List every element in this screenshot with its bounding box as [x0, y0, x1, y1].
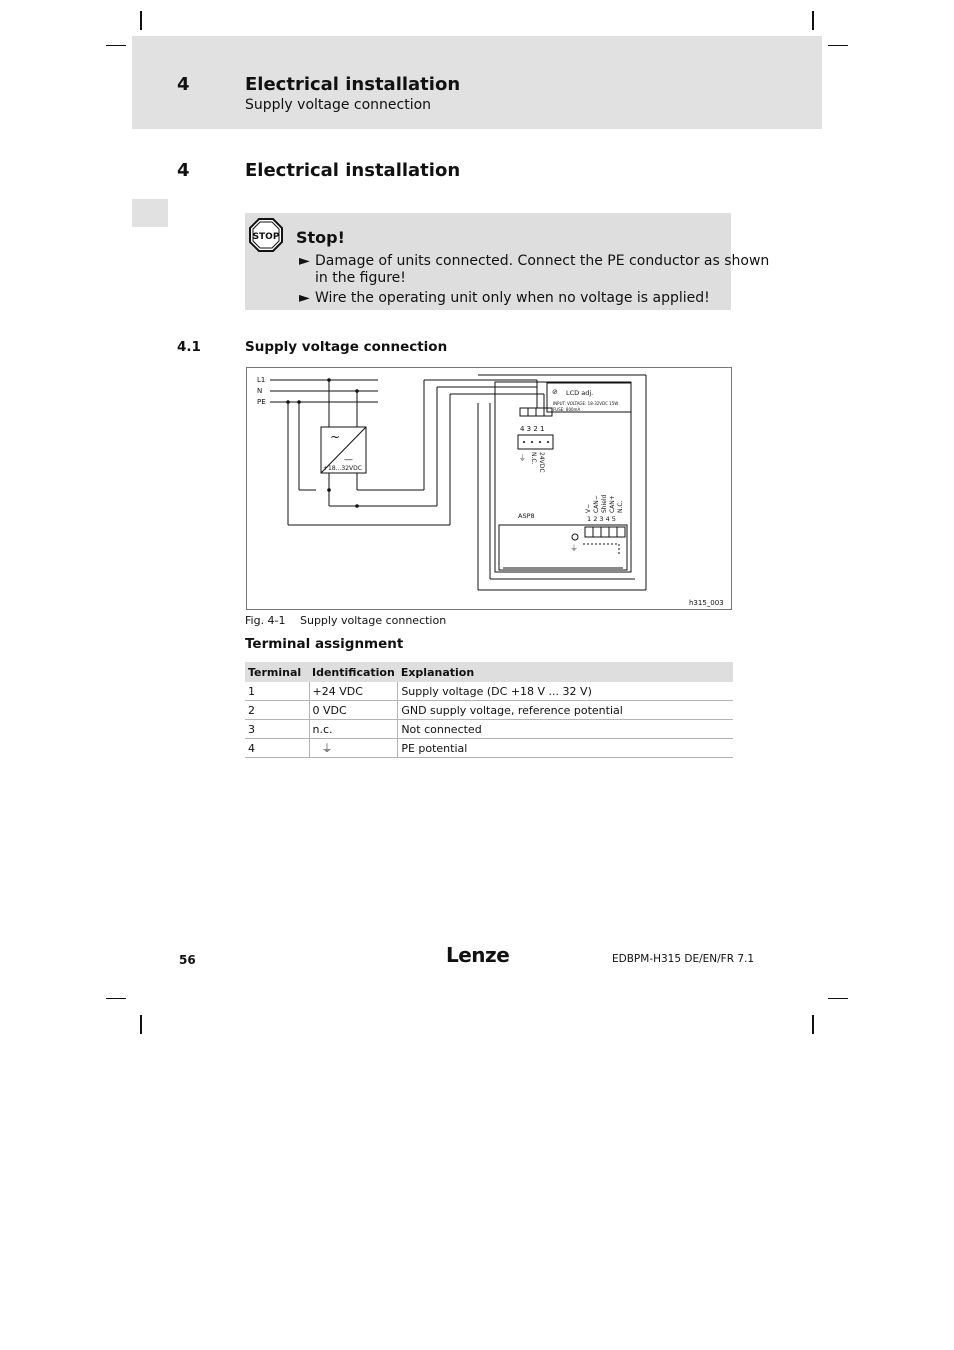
- bullet-arrow-icon: ►: [299, 290, 310, 306]
- drawing-id: h315_003: [689, 599, 724, 607]
- can-label-1: V−: [585, 503, 592, 513]
- terminal-table: [245, 662, 733, 758]
- table-header-row: [245, 662, 733, 682]
- explanation-cell: GND supply voltage, reference potential: [398, 701, 733, 720]
- wiring-diagram-drawing: [247, 368, 731, 609]
- page-header: [132, 36, 822, 129]
- explanation-cell: Not connected: [398, 720, 733, 739]
- identification-cell: n.c.: [309, 720, 398, 739]
- can-terminal-numbers: 1 2 3 4 5: [587, 515, 616, 523]
- crop-mark: [812, 1015, 814, 1034]
- header-chapter-title: Electrical installation: [245, 74, 461, 95]
- asp8-label: ASP8: [518, 512, 535, 520]
- warning-bullet-1-line-1: Damage of units connected. Connect the PE conductor as shown: [315, 253, 770, 269]
- identification-cell: +24 VDC: [309, 682, 398, 701]
- can-label-2: CAN−: [593, 495, 600, 513]
- wiring-diagram: [246, 367, 732, 610]
- terminal-24vdc-label: 24VDC: [538, 452, 545, 473]
- column-header: Identification: [309, 662, 398, 682]
- lenze-logo: Lenze: [446, 943, 510, 967]
- header-subtitle: Supply voltage connection: [245, 97, 432, 113]
- terminal-numbers: 4 3 2 1: [520, 425, 545, 433]
- crop-mark: [812, 11, 814, 30]
- terminal-table-title: Terminal assignment: [245, 636, 404, 652]
- document-code: EDBPM-H315 DE/EN/FR 7.1: [612, 953, 755, 965]
- stop-sign-icon: [249, 218, 283, 252]
- psu-dc-symbol: —: [344, 455, 353, 465]
- crop-mark: [106, 998, 126, 999]
- column-header: Explanation: [398, 662, 733, 682]
- input-rating: INPUT: VOLTAGE: 18-32VDC 15W: [553, 401, 619, 406]
- crop-mark: [140, 1015, 142, 1034]
- terminal-cell: 3: [245, 720, 309, 739]
- warning-bullet-2: Wire the operating unit only when no voltage is applied!: [315, 290, 710, 306]
- pe-ground-icon: ⏚: [309, 739, 398, 758]
- figure-caption-label: Fig. 4-1: [245, 614, 286, 627]
- identification-cell: 0 VDC: [309, 701, 398, 720]
- label-pe: PE: [257, 398, 266, 406]
- terminal-nc-label: N.C.: [530, 452, 537, 465]
- can-label-4: CAN+: [609, 495, 616, 513]
- explanation-cell: Supply voltage (DC +18 V ... 32 V): [398, 682, 733, 701]
- terminal-pe-symbol: ⏚: [519, 454, 526, 462]
- side-tab: [132, 199, 168, 227]
- page-number: 56: [179, 953, 196, 967]
- table-row: [245, 682, 733, 701]
- header-chapter-number: 4: [177, 74, 190, 95]
- crop-mark: [140, 11, 142, 30]
- psu-ac-symbol: ~: [330, 430, 341, 444]
- warning-title: Stop!: [296, 228, 345, 247]
- terminal-cell: 1: [245, 682, 309, 701]
- subsection-number: 4.1: [177, 339, 201, 355]
- crop-mark: [106, 45, 126, 46]
- warning-bullet-1-line-2: in the figure!: [315, 270, 406, 286]
- lcd-adj-icon: ⊘: [552, 388, 558, 396]
- label-n: N: [257, 387, 263, 395]
- lcd-adj-label: LCD adj.: [566, 389, 594, 397]
- psu-voltage-range: +18...32VDC: [323, 465, 362, 472]
- table-row: [245, 701, 733, 720]
- fuse-rating: FUSE: 800mA: [553, 407, 581, 412]
- column-header: Terminal: [245, 662, 309, 682]
- section-number: 4: [177, 160, 190, 181]
- pe-terminal-symbol: ⏚: [570, 544, 578, 553]
- terminal-cell: 2: [245, 701, 309, 720]
- crop-mark: [828, 998, 848, 999]
- subsection-title: Supply voltage connection: [245, 339, 448, 355]
- label-l1: L1: [257, 376, 266, 384]
- bullet-arrow-icon: ►: [299, 253, 310, 269]
- can-label-5: N.C.: [617, 500, 624, 513]
- explanation-cell: PE potential: [398, 739, 733, 758]
- can-label-3: Shield: [601, 494, 608, 513]
- section-title: Electrical installation: [245, 160, 461, 181]
- table-row: [245, 739, 733, 758]
- terminal-cell: 4: [245, 739, 309, 758]
- stop-sign-text: STOP: [252, 232, 280, 242]
- crop-mark: [828, 45, 848, 46]
- table-row: [245, 720, 733, 739]
- figure-caption-text: Supply voltage connection: [300, 614, 447, 627]
